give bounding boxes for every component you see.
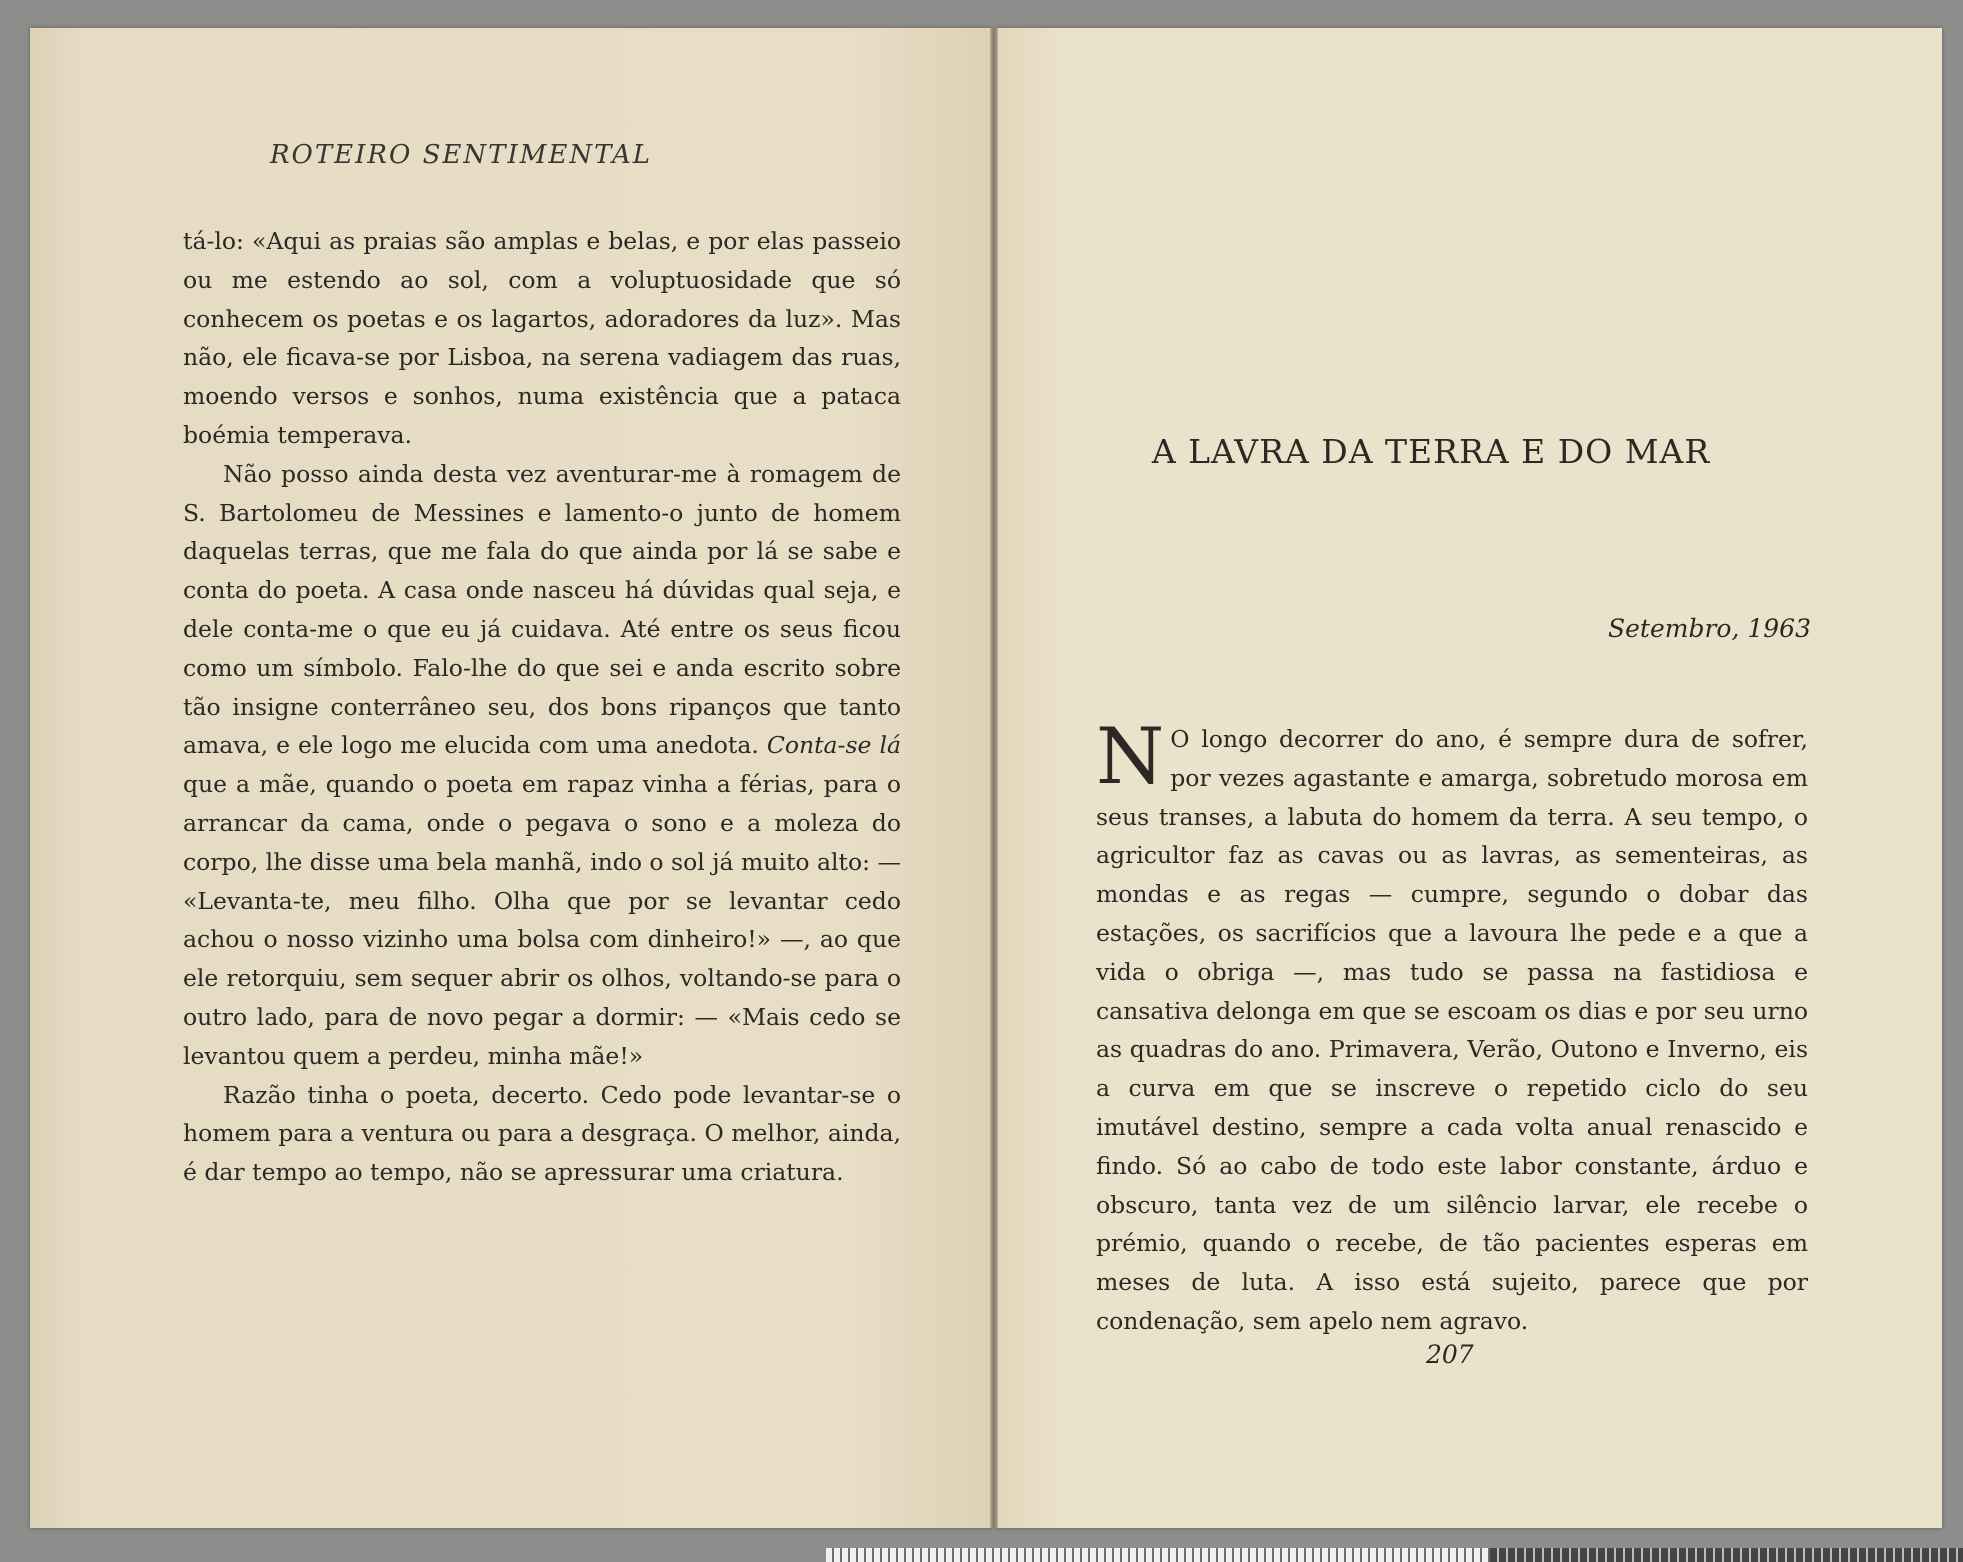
left-paragraph-2 — [183, 455, 901, 1076]
running-head: ROTEIRO SENTIMENTAL — [269, 140, 653, 170]
right-page-text — [1096, 712, 1808, 1341]
page-number: 207 — [1426, 1340, 1474, 1369]
book-gutter — [990, 28, 998, 1528]
paragraph-2-italic: Conta-se lá — [766, 731, 901, 760]
paragraph-2-part-1: Não posso ainda desta vez aventurar-me à romagem de S. Bartolomeu de Messines e lamento-o junto de homem daquelas terras, que me fala do que ainda por lá se sabe e conta do poeta. A casa onde nasceu há dúvidas qual seja, e dele conta-me o que eu já cuidava. Até entre os seus ficou como um símbolo. Falo-lhe do que sei e anda escrito sobre tão insigne conterrâneo seu, dos bons ripanços que tanto amava, e ele logo me elucida com uma anedota. — [183, 459, 901, 760]
dateline: Setembro, 1963 — [1608, 614, 1811, 643]
right-paragraph-text: O longo decorrer do ano, é sempre dura de sofrer, por vezes agastante e amarga, sobretudo morosa em seus transes, a labuta do homem da terra. A seu tempo, o agricultor faz as cavas ou as lavras, as sementeiras, as mondas e as regas — cumpre, segundo o dobar das estações, os sacrifícios que a lavoura lhe pede e a que a vida o obriga —, mas tudo se passa na fastidiosa e cansativa delonga em que se escoam os dias e por seu urno as quadras do ano. Primavera, Verão, Outono e Inverno, eis a curva em que se inscreve o repetido ciclo do seu imutável destino, sempre a cada volta anual renascido e findo. Só ao cabo de todo este labor constante, árduo e obscuro, tanta vez de um silêncio larvar, ele recebe o prémio, quando o recebe, de tão pacientes esperas em meses de luta. A isso está sujeito, parece que por condenação, sem apelo nem agravo. — [1096, 725, 1808, 1335]
paragraph-2-part-2: que a mãe, quando o poeta em rapaz vinha a férias, para o arrancar da cama, onde o pegava o sono e a moleza do corpo, lhe disse uma bela manhã, indo o sol já muito alto: — «Levanta-te, meu filho. Olha que por se levantar cedo achou o nosso vizinho uma bolsa com dinheiro!» —, ao que ele retorquiu, sem sequer abrir os olhos, voltando-se para o outro lado, para de novo pegar a dormir: — «Mais cedo se levantou quem a perdeu, minha mãe!» — [183, 770, 902, 1070]
chapter-title: A LAVRA DA TERRA E DO MAR — [1151, 432, 1711, 471]
left-paragraph-3: Razão tinha o poeta, decerto. Cedo pode levantar-se o homem para a ventura ou para a desgraça. O melhor, ainda, é dar tempo ao tempo, não se apressurar uma criatura. — [183, 1080, 902, 1187]
right-paragraph — [1096, 712, 1808, 1341]
scale-bar-dark-segment — [1490, 1548, 1963, 1562]
left-paragraph-1: tá-lo: «Aqui as praias são amplas e belas, e por elas passeio ou me estendo ao sol, com a voluptuosidade que só conhecem os poetas e os lagartos, adoradores da luz». Mas não, ele ficava-se por Lisboa, na serena vadiagem das ruas, moendo versos e sonhos, numa existência que a pataca boémia temperava. — [183, 227, 901, 449]
left-page-text — [183, 222, 901, 1192]
drop-cap: N — [1096, 712, 1165, 802]
